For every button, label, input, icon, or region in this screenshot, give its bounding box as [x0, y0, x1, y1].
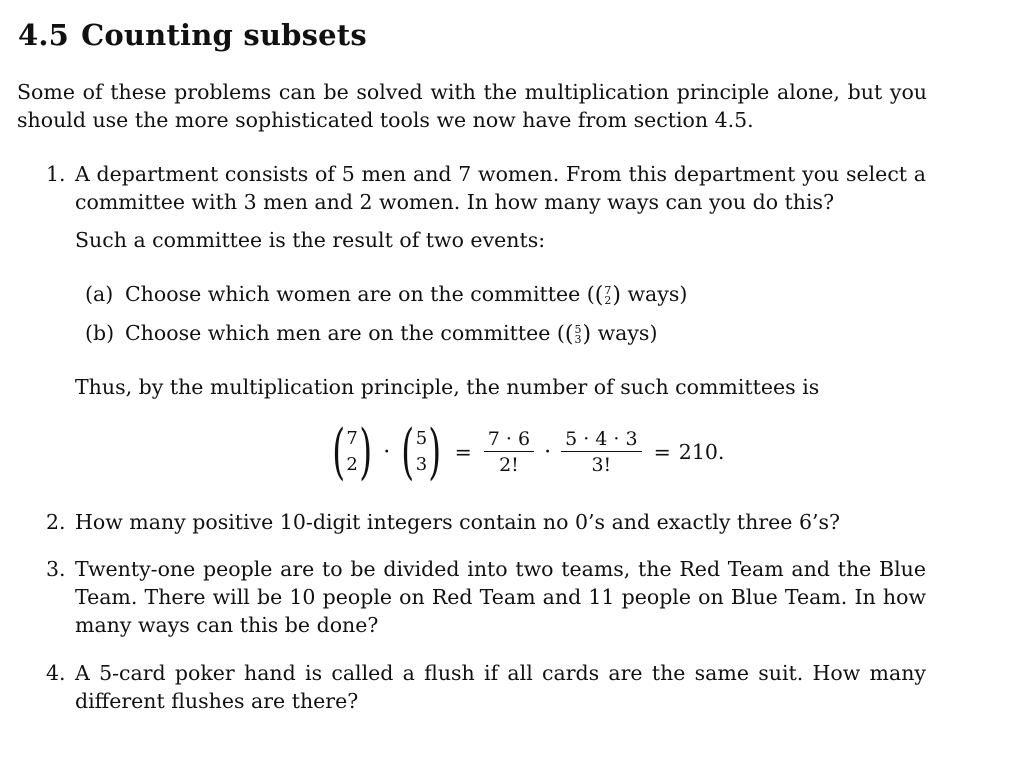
problem-3 [46, 555, 926, 639]
problem-number: 1. [46, 162, 66, 186]
problem-text: How many positive 10-digit integers contain no 0’s and exactly three 6’s? [75, 510, 841, 534]
problem-number: 2. [46, 510, 66, 534]
subitem-a [85, 280, 687, 308]
binom-top: 5 [415, 428, 428, 449]
equation-result: 210. [678, 440, 725, 464]
fraction-numerator: 5 · 4 · 3 [565, 427, 638, 450]
problem-text: A 5-card poker hand is called a flush if all cards are the same suit. How many different flushes are there? [75, 661, 926, 713]
subitem-label: (b) [85, 321, 115, 345]
binom-bottom: 2 [604, 293, 612, 307]
problem-2 [46, 508, 926, 536]
equals-sign: = [454, 440, 472, 464]
section-heading [18, 18, 367, 52]
subitem-b [85, 319, 657, 347]
fraction-2 [561, 427, 642, 478]
problem-number: 4. [46, 661, 66, 685]
fraction-1 [484, 427, 534, 478]
display-equation [327, 417, 725, 487]
fraction-numerator: 7 · 6 [487, 427, 531, 450]
binomial-coefficient: ( 5 3 ) [564, 321, 592, 347]
binomial-coefficient: ( 7 2 ) [594, 282, 621, 308]
subitem-text: Choose which women are on the committee ( [125, 282, 595, 306]
problem-1-conclusion: Thus, by the multiplication principle, the number of such committees is [75, 375, 820, 399]
binom-bottom: 3 [574, 332, 582, 346]
multiply-dot: · [383, 439, 391, 465]
problem-1-lead: Such a committee is the result of two events: [75, 228, 546, 252]
multiply-dot: · [544, 439, 552, 465]
subitem-tail: ways) [591, 321, 658, 345]
section-number: 4.5 [18, 18, 70, 52]
binom-bottom: 3 [415, 454, 428, 475]
equals-sign: = [653, 440, 671, 464]
problem-number: 3. [46, 557, 66, 581]
binomial-5-choose-3: ( 5 3 ) [401, 417, 442, 487]
problem-4 [46, 659, 926, 715]
binom-top: 7 [346, 428, 358, 449]
problem-text: Twenty-one people are to be divided into two teams, the Red Team and the Blue Team. There will be 10 people on Red Team and 11 people on Blue Team. In how many ways can this be done? [75, 557, 926, 637]
problem-text: A department consists of 5 men and 7 women. From this department you select a committee with 3 men and 2 women. In how many ways can you do this? [75, 162, 926, 214]
binom-bottom: 2 [346, 454, 358, 475]
section-title: Counting subsets [81, 18, 367, 52]
subitem-label: (a) [85, 282, 114, 306]
intro-paragraph: Some of these problems can be solved with the multiplication principle alone, but you should use the more sophisticated tools we now have from section 4.5. [17, 80, 927, 132]
fraction-denominator: 2! [499, 453, 519, 476]
binom-top: 7 [604, 283, 612, 297]
problem-1 [46, 160, 926, 216]
subitem-tail: ways) [620, 282, 688, 306]
binomial-7-choose-2: ( 7 2 ) [332, 417, 373, 487]
fraction-denominator: 3! [591, 453, 612, 476]
binom-top: 5 [574, 322, 582, 336]
subitem-text: Choose which men are on the committee ( [125, 321, 565, 345]
